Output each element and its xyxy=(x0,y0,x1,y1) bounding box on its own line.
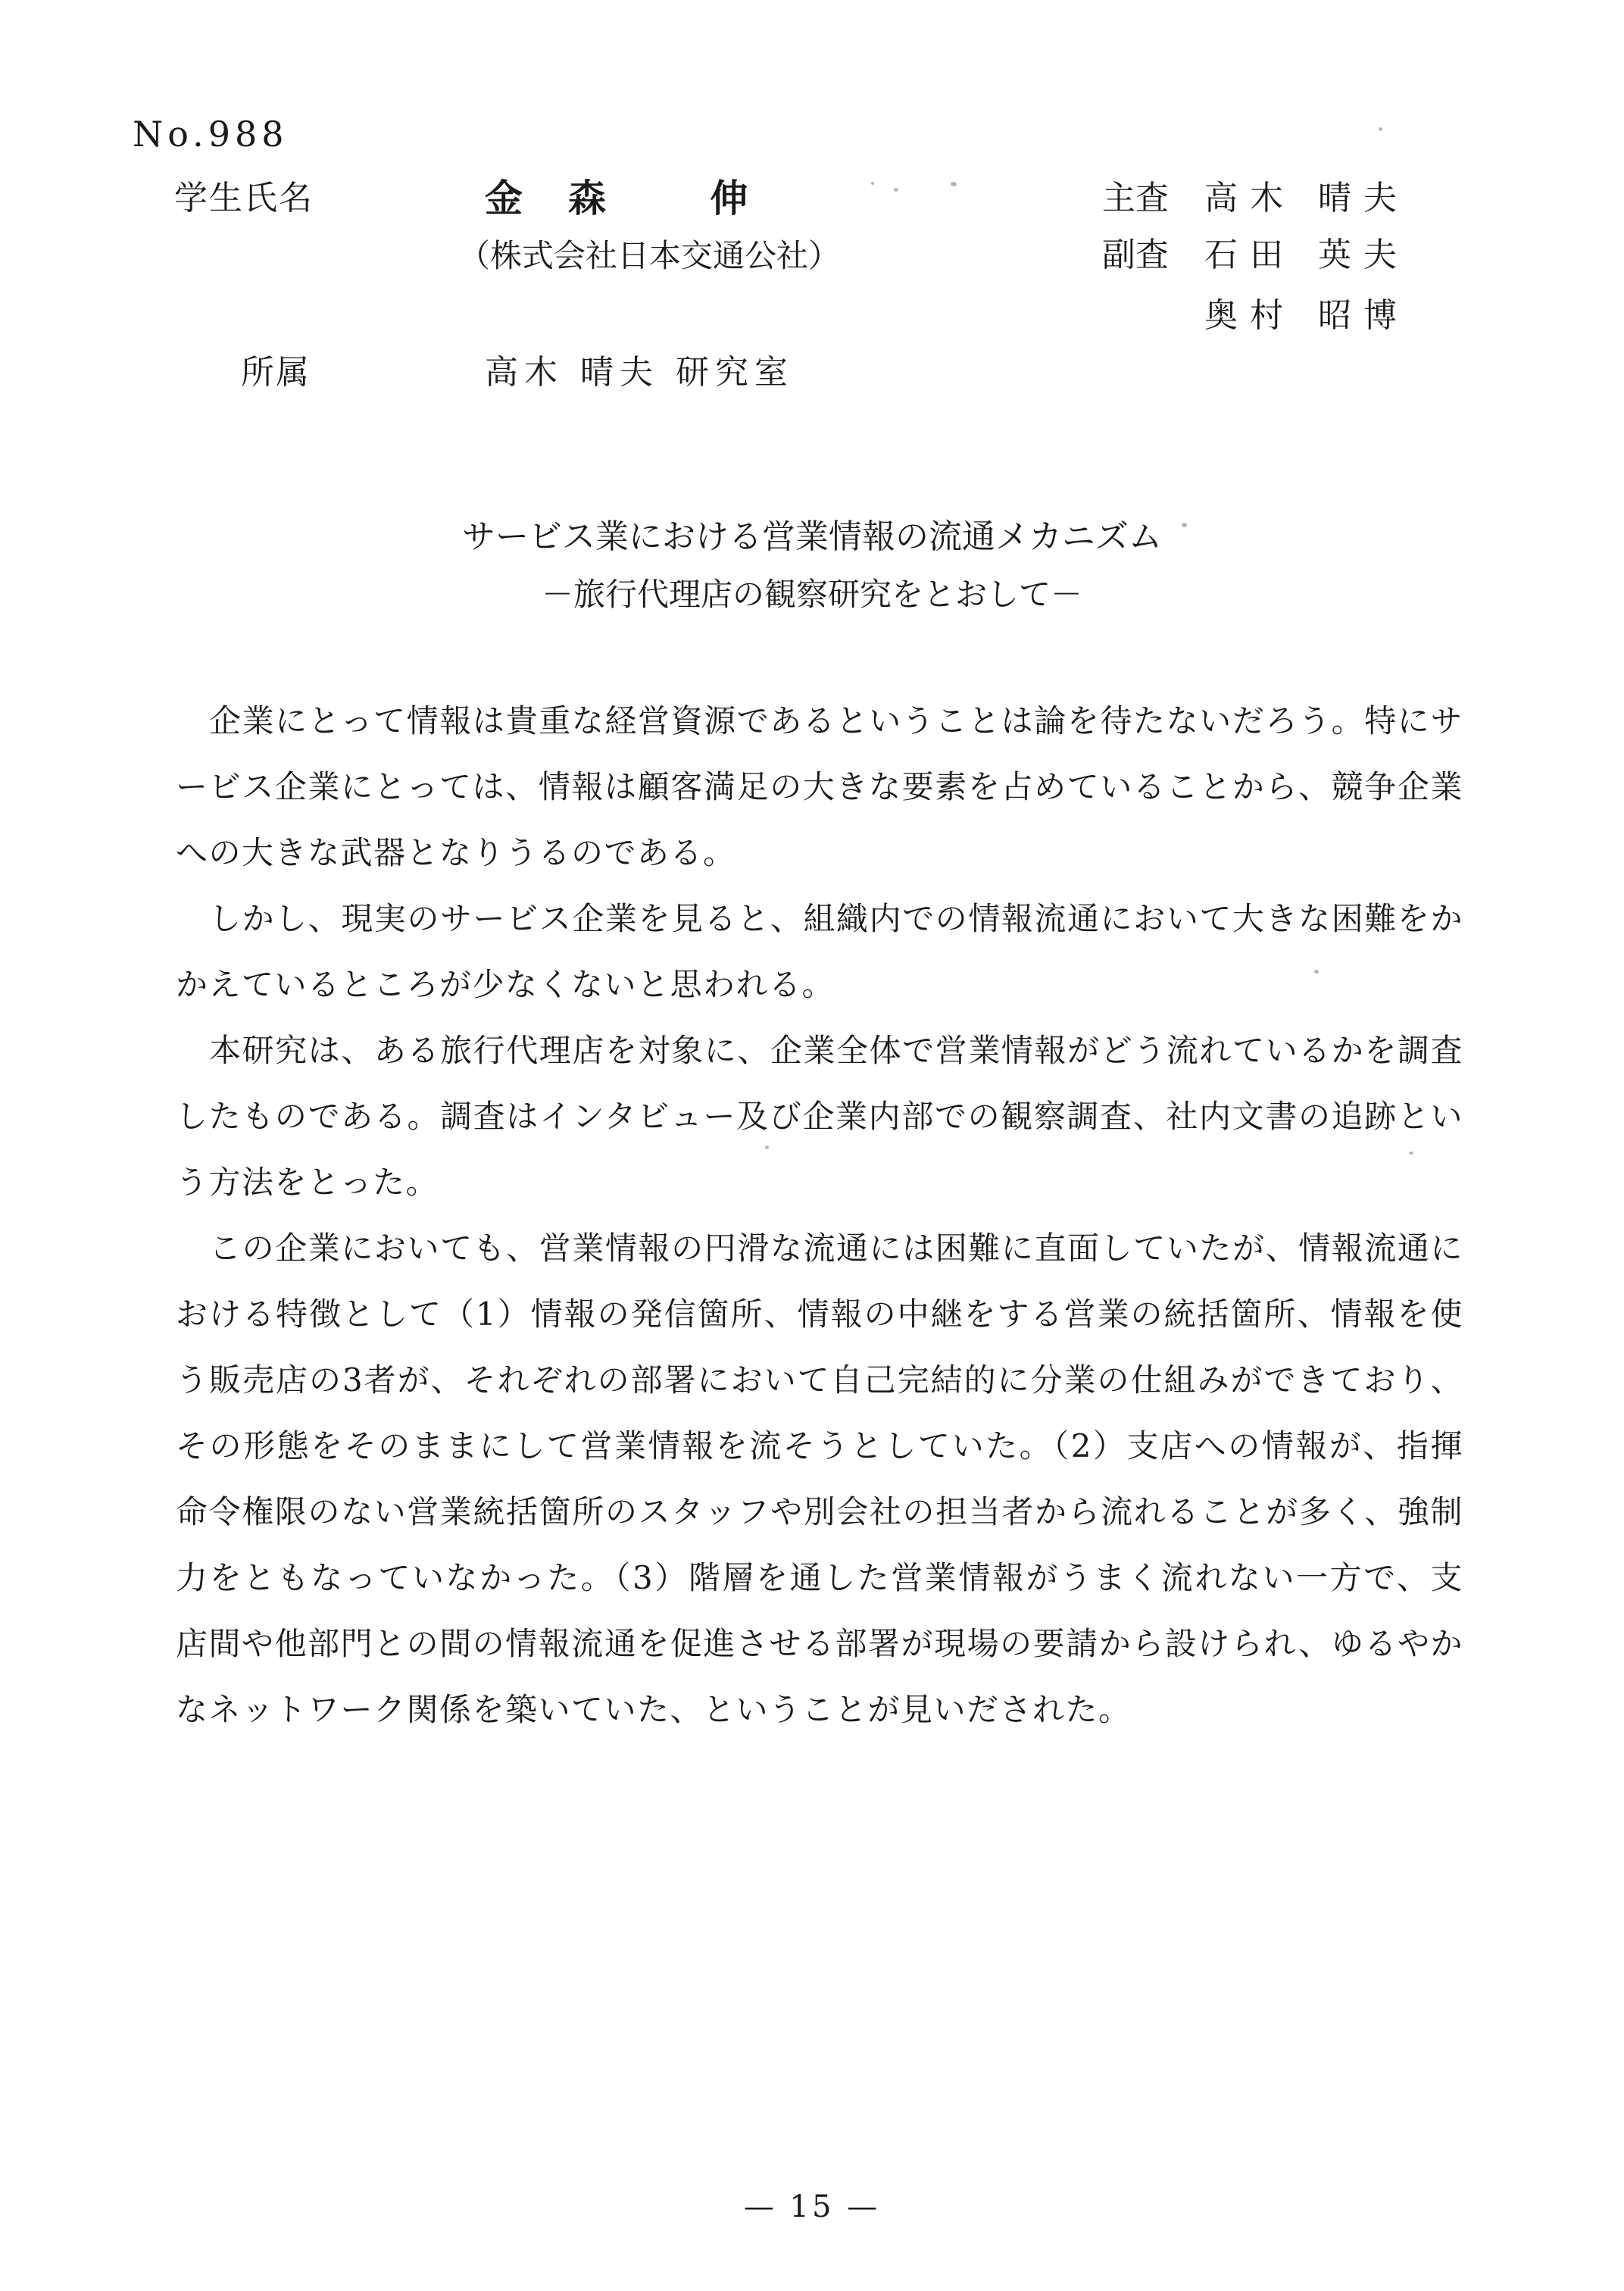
thesis-title: サービス業における営業情報の流通メカニズム xyxy=(462,517,1162,556)
scan-speck xyxy=(1379,127,1382,131)
affiliation-value: 高木 晴夫 研究室 xyxy=(485,353,794,392)
abstract-body xyxy=(176,688,1463,1742)
chief-examiner-label: 主査 xyxy=(1102,179,1169,217)
abstract-paragraph-3: 本研究は、ある旅行代理店を対象に、企業全体で営業情報がどう流れているかを調査したものである。調査はインタビュー及び企業内部での観察調査、社内文書の追跡という方法をとった。 xyxy=(176,1032,1463,1201)
thesis-subtitle: －旅行代理店の観察研究をとおして－ xyxy=(541,576,1082,613)
page-number: — 15 — xyxy=(743,2189,881,2224)
scan-speck xyxy=(871,182,874,185)
scan-speck xyxy=(1182,523,1187,527)
student-name-label: 学生氏名 xyxy=(174,179,314,217)
student-company: （株式会社日本交通公社） xyxy=(458,237,841,274)
scan-speck xyxy=(765,1146,769,1149)
sub-examiner-name-1: 石田 英夫 xyxy=(1204,236,1409,274)
affiliation-label: 所属 xyxy=(241,353,311,392)
sub-examiner-name-2: 奥村 昭博 xyxy=(1204,296,1409,335)
chief-examiner-name: 高木 晴夫 xyxy=(1204,179,1409,217)
student-name: 金森 伸 xyxy=(485,176,794,220)
scan-speck xyxy=(1409,1152,1413,1155)
abstract-paragraph-4: この企業においても、営業情報の円滑な流通には困難に直面していたが、情報流通における特徴として（1）情報の発信箇所、情報の中継をする営業の統括箇所、情報を使う販売店の3者が、それぞれの部署において自己完結的に分業の仕組みができており、その形態をそのままにして営業情報を流そうとしていた。（2）支店への情報が、指揮命令権限のない営業統括箇所のスタッフや別会社の担当者から流れることが多く、強制力をともなっていなかった。（3）階層を通した営業情報がうまく流れない一方で、支店間や他部門との間の情報流通を促進させる部署が現場の要請から設けられ、ゆるやかなネットワーク関係を築いていた、ということが見いだされた。 xyxy=(176,1230,1463,1728)
document-number: No.988 xyxy=(133,114,289,155)
scan-speck xyxy=(951,182,957,186)
scan-speck xyxy=(1314,970,1319,974)
scan-speck xyxy=(894,188,898,192)
abstract-paragraph-2: しかし、現実のサービス企業を見ると、組織内での情報流通において大きな困難をかかえているところが少なくないと思われる。 xyxy=(176,900,1463,1003)
sub-examiner-label: 副査 xyxy=(1102,236,1169,274)
abstract-paragraph-1: 企業にとって情報は貴重な経営資源であるということは論を待たないだろう。特にサービス企業にとっては、情報は顧客満足の大きな要素を占めていることから、競争企業への大きな武器となりうるのである。 xyxy=(176,702,1463,871)
